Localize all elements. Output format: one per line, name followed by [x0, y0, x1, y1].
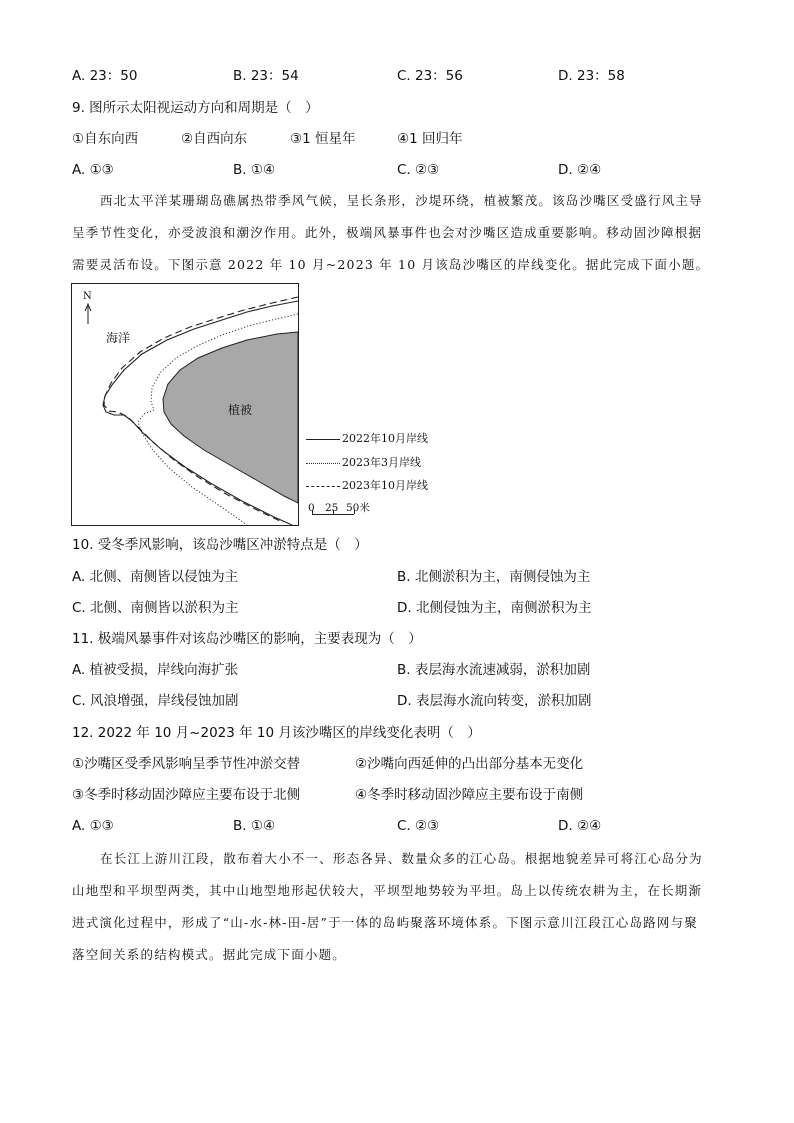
q12-statement-4: ④冬季时移动固沙障应主要布设于南侧: [355, 787, 584, 803]
legend-2022-oct: [306, 432, 428, 446]
q11-option-a[interactable]: A. 植被受损，岸线向海扩张: [72, 662, 239, 678]
q12-option-c[interactable]: C. ②③: [397, 818, 440, 834]
q9-statement-1: ①自东向西: [72, 131, 139, 147]
vegetation-label: 植被: [228, 403, 253, 417]
passage2-line-2: 山地型和平坝型两类，其中山地型地形起伏较大，平坝型地势较为平坦。岛上以传统农耕为主，在长期渐: [72, 883, 703, 898]
passage1-line-1: 西北太平洋某珊瑚岛礁属热带季风气候，呈长条形，沙堤环绕，植被繁茂。该岛沙嘴区受盛行风主导: [100, 193, 703, 208]
q10-option-c[interactable]: C. 北侧、南侧皆以淤积为主: [72, 600, 239, 616]
q9-option-d[interactable]: D. ②④: [558, 162, 602, 178]
q12-statement-2: ②沙嘴向西延伸的凸出部分基本无变化: [355, 756, 584, 772]
passage-river-islands: [72, 843, 722, 971]
q8-option-d[interactable]: D. 23：58: [558, 68, 625, 84]
legend-dashed-line: [306, 486, 340, 487]
legend-2023-oct: [306, 479, 428, 493]
q12-option-b[interactable]: B. ①④: [233, 818, 276, 834]
q12-stem: 12. 2022 年 10 月~2023 年 10 月该沙嘴区的岸线变化表明（ ）: [72, 725, 481, 741]
legend-dotted-line: [306, 463, 340, 464]
q9-statement-2: ②自西向东: [181, 131, 248, 147]
q8-option-b[interactable]: B. 23：54: [233, 68, 299, 84]
passage-coral-island: [72, 185, 722, 281]
passage2-line-1: 在长江上游川江段，散布着大小不一、形态各异、数量众多的江心岛。根据地貌差异可将江心岛分为: [100, 851, 703, 866]
scale-bar: [308, 500, 388, 524]
shoreline-map-svg: [72, 284, 298, 525]
passage1-line-3: 需要灵活布设。下图示意 2022 年 10 月~2023 年 10 月该岛沙嘴区的岸线变化。据此完成下面小题。: [72, 257, 710, 272]
q9-statement-4: ④1 回归年: [397, 131, 463, 147]
q9-option-c[interactable]: C. ②③: [397, 162, 440, 178]
q9-stem: 9. 图所示太阳视运动方向和周期是（ ）: [72, 100, 319, 116]
q10-stem: 10. 受冬季风影响，该岛沙嘴区冲淤特点是（ ）: [72, 537, 368, 553]
q12-option-a[interactable]: A. ①③: [72, 818, 114, 834]
q11-option-d[interactable]: D. 表层海水流向转变，淤积加剧: [397, 693, 592, 709]
ocean-label: 海洋: [106, 331, 131, 345]
scale-tick-0: 0: [308, 502, 315, 514]
passage1-line-2: 呈季节性变化，亦受波浪和潮汐作用。此外，极端风暴事件也会对沙嘴区造成重要影响。移动固沙障根据: [72, 225, 703, 240]
passage2-line-4: 落空间关系的结构模式。据此完成下面小题。: [72, 947, 347, 962]
legend-label-2022-oct: 2022年10月岸线: [342, 432, 428, 445]
legend-label-2023-mar: 2023年3月岸线: [342, 456, 421, 469]
legend-label-2023-oct: 2023年10月岸线: [342, 479, 428, 492]
legend-2023-mar: [306, 456, 421, 470]
north-label: N: [83, 291, 92, 302]
q8-option-a[interactable]: A. 23：50: [72, 68, 138, 84]
spit-shoreline-map: [71, 283, 299, 526]
q12-statement-1: ①沙嘴区受季风影响呈季节性冲淤交替: [72, 756, 301, 772]
q9-statement-3: ③1 恒星年: [290, 131, 356, 147]
q11-option-b[interactable]: B. 表层海水流速减弱，淤积加剧: [397, 662, 591, 678]
q10-option-a[interactable]: A. 北侧、南侧皆以侵蚀为主: [72, 569, 239, 585]
q12-statement-3: ③冬季时移动固沙障应主要布设于北侧: [72, 787, 301, 803]
q12-option-d[interactable]: D. ②④: [558, 818, 602, 834]
q9-option-a[interactable]: A. ①③: [72, 162, 114, 178]
passage2-line-3: 进式演化过程中，形成了“山-水-林-田-居”于一体的岛屿聚落环境体系。下图示意川江段江心岛路网与聚: [72, 915, 698, 930]
vegetation-area: [163, 332, 298, 503]
scale-tick-50: 50米: [346, 502, 370, 514]
q11-option-c[interactable]: C. 风浪增强，岸线侵蚀加剧: [72, 693, 239, 709]
q8-option-c[interactable]: C. 23：56: [397, 68, 463, 84]
q10-option-b[interactable]: B. 北侧淤积为主，南侧侵蚀为主: [397, 569, 591, 585]
q10-option-d[interactable]: D. 北侧侵蚀为主，南侧淤积为主: [397, 600, 592, 616]
q9-option-b[interactable]: B. ①④: [233, 162, 276, 178]
legend-solid-line: [306, 439, 340, 440]
q11-stem: 11. 极端风暴事件对该岛沙嘴区的影响，主要表现为（ ）: [72, 631, 422, 647]
scale-tick-25: 25: [325, 502, 339, 514]
